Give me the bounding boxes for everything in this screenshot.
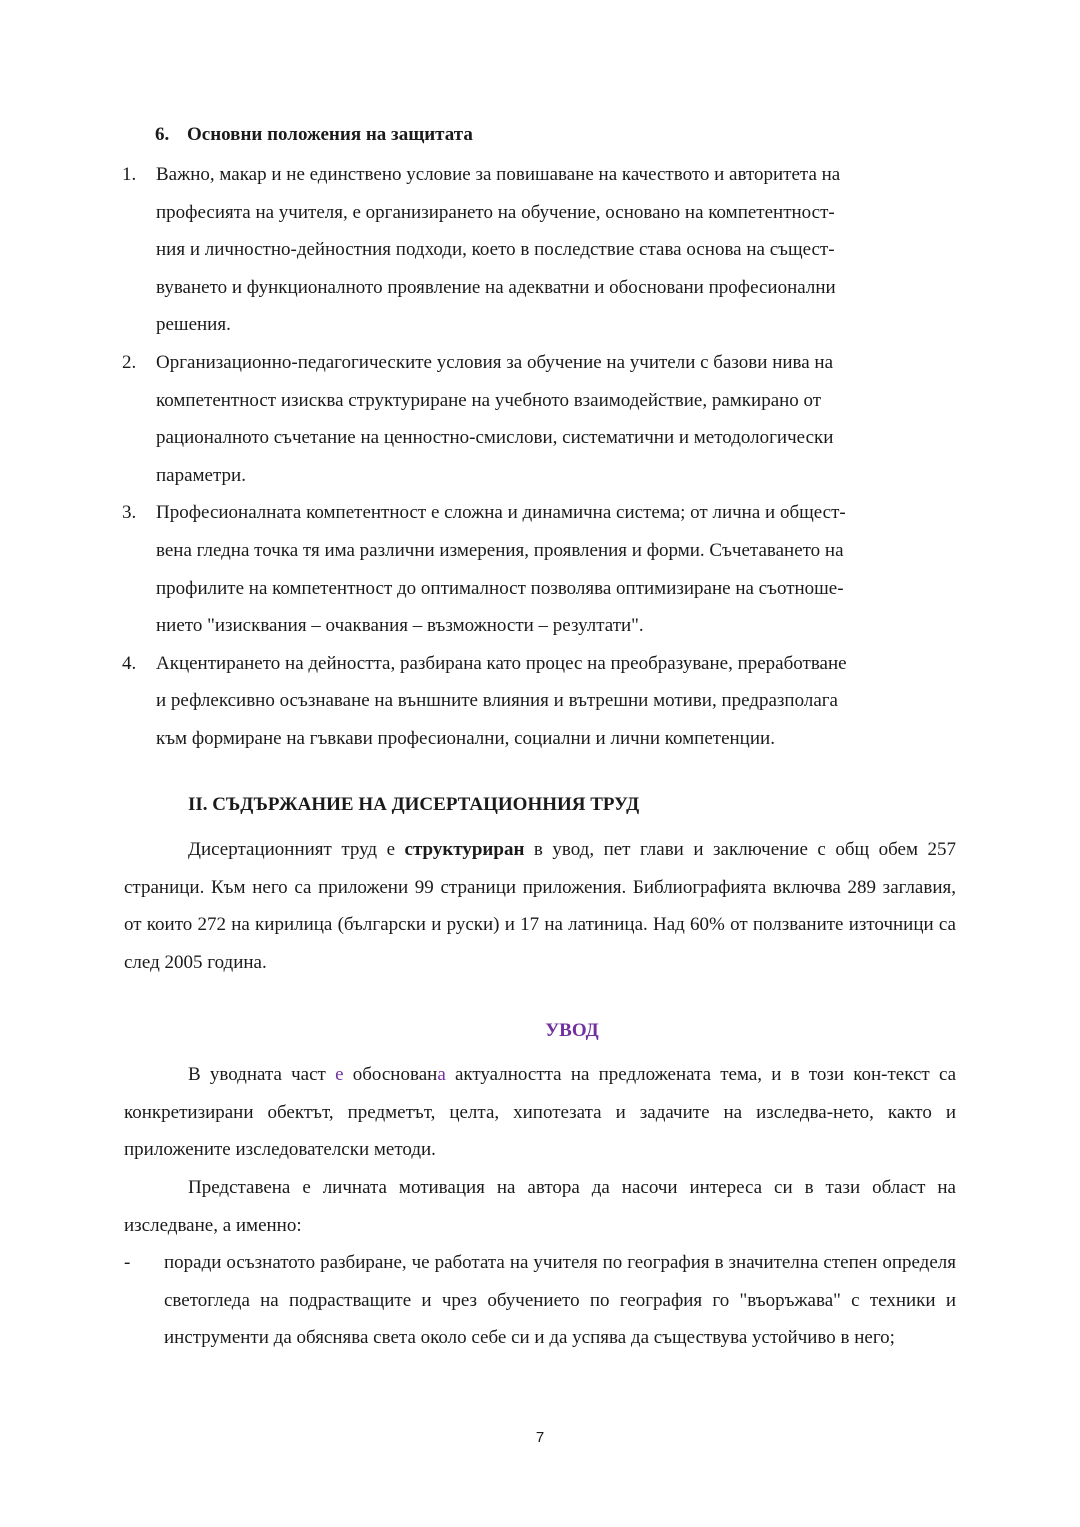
item-line: Важно, макар и не единствено условие за повишаване на качеството и авторитета на <box>156 164 841 185</box>
item-line: Акцентирането на дейността, разбирана като процес на преобразуване, преработване <box>156 652 847 674</box>
bold-term: структуриран <box>404 839 525 860</box>
list-item <box>122 645 952 758</box>
intro-paragraph <box>124 1056 956 1169</box>
item-line: и рефлексивно осъзнаване на външните влияния и вътрешни мотиви, предразполага <box>156 690 838 712</box>
highlighted-letter: а <box>437 1064 446 1085</box>
section-heading <box>155 124 473 146</box>
item-line: ния и личностно-дейностния подходи, което в последствие става основа на същест- <box>156 239 835 261</box>
motivation-paragraph: Представена е личната мотивация на автора да насочи интереса си в тази област на изследване, а именно: <box>124 1177 956 1236</box>
item-line: решения. <box>156 314 231 336</box>
item-number: 4. <box>122 652 137 674</box>
dash-marker: - <box>124 1252 131 1273</box>
list-item <box>124 1244 956 1357</box>
page-number: 7 <box>535 1429 545 1446</box>
item-number: 1. <box>122 164 137 185</box>
item-line: вуването и функционалното проявление на адекватни и обосновани професионални <box>156 276 836 298</box>
item-line: Професионалната компетентност е сложна и динамична система; от лична и общест- <box>156 502 846 524</box>
paragraph-text: в увод, пет глави и заключение с общ обем 257 страници. Към него са приложени 99 страници приложения. Библиографията включва 289 заглавия, от които 272 на кирилица (български и руски) и 17 на латиница. Над 60% от ползваните източници са след 2005 година. <box>124 839 956 973</box>
item-number: 3. <box>122 502 137 524</box>
paragraph-text: В уводната част <box>188 1064 326 1085</box>
item-line: вена гледна точка тя има различни измерения, проявления и форми. Съчетаването на <box>156 539 844 561</box>
item-line: Организационно-педагогическите условия за обучение на учители с базови нива на <box>156 351 834 373</box>
item-line: компетентност изисква структуриране на учебното взаимодействие, рамкирано от <box>156 389 822 411</box>
structure-paragraph <box>124 831 956 981</box>
list-item <box>122 494 952 644</box>
intro-heading: УВОД <box>545 1020 599 1041</box>
chapter-heading: II. СЪДЪРЖАНИЕ НА ДИСЕРТАЦИОННИЯ ТРУД <box>188 794 640 815</box>
item-line: параметри. <box>156 464 246 486</box>
section-number: 6. <box>155 124 170 145</box>
paragraph-text: актуалността на предложената тема, и в този кон-текст са конкретизирани обектът, предметът, целта, хипотезата и задачите на изследва-нето, както и приложените изследователски методи. <box>124 1064 957 1160</box>
section-title: Основни положения на защитата <box>187 124 473 145</box>
item-number: 2. <box>122 351 137 373</box>
item-line: професията на учителя, е организирането на обучение, основано на компетентност- <box>156 201 835 223</box>
list-item <box>122 344 952 494</box>
item-line: към формиране на гъвкави професионални, социални и лични компетенции. <box>156 727 775 749</box>
paragraph-text: Дисертационният труд е <box>188 839 396 860</box>
item-line: нието "изисквания – очаквания – възможности – резултати". <box>156 615 644 637</box>
item-line: профилите на компетентност до оптималност позволява оптимизиране на съотноше- <box>156 577 844 599</box>
list-item <box>122 156 952 344</box>
numbered-list <box>122 156 952 758</box>
item-line: рационалното съчетание на ценностно-смислови, систематични и методологически <box>156 427 834 449</box>
item-text: поради осъзнатото разбиране, че работата на учителя по география в значителна степен определя светогледа на подрастващите и чрез обучението по география го "въоръжава" с техники и инструменти да обяснява света около себе си и да успява да съществува устойчиво в него; <box>164 1252 956 1348</box>
paragraph-text: обоснован <box>352 1064 438 1085</box>
highlighted-word: е <box>335 1064 344 1085</box>
dash-list <box>124 1244 956 1357</box>
